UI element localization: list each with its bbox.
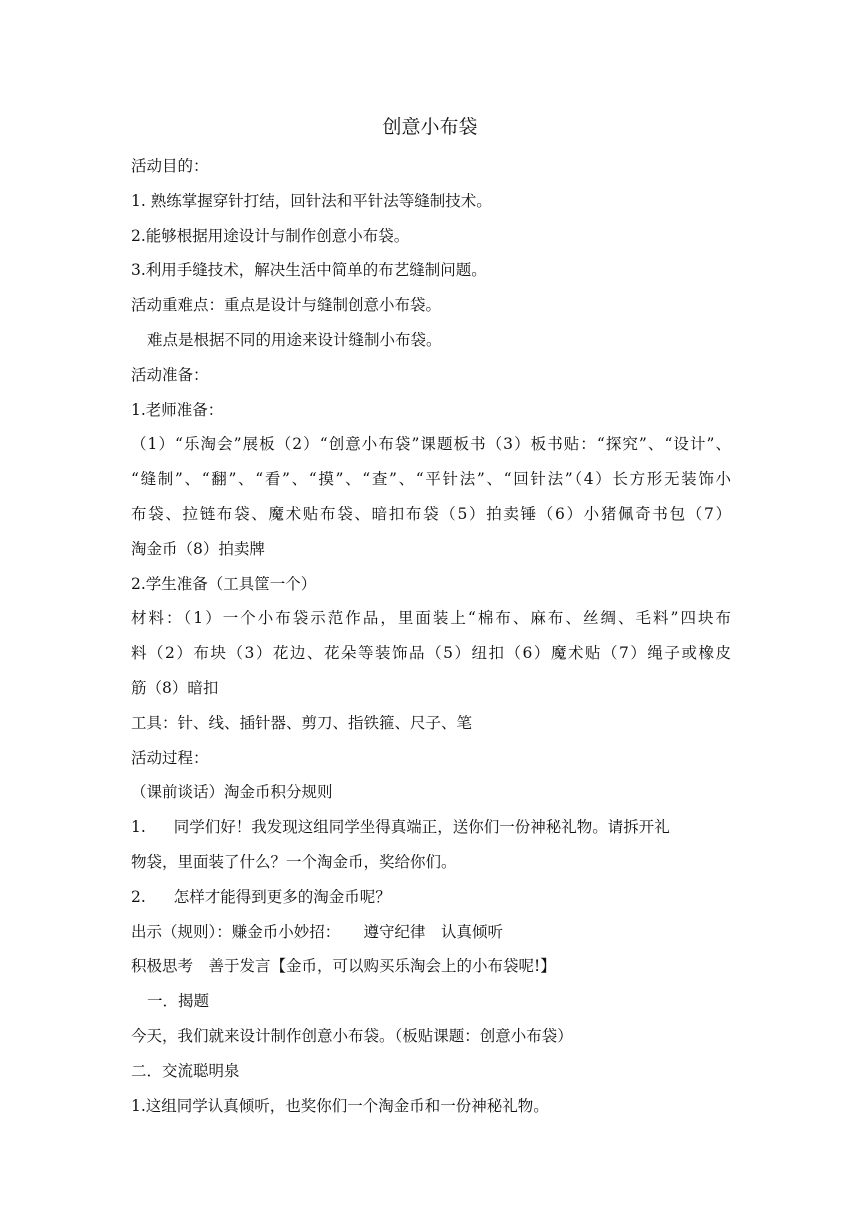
list-number: 1. bbox=[131, 818, 146, 837]
list-item-text: 同学们好！我发现这组同学坐得真端正，送你们一份神秘礼物。请拆开礼 bbox=[173, 818, 670, 837]
paragraph: （课前谈话）淘金币积分规则 bbox=[131, 783, 333, 802]
paragraph: 2.学生准备（工具筐一个） bbox=[131, 574, 317, 593]
document-title: 创意小布袋 bbox=[382, 116, 478, 138]
paragraph: 难点是根据不同的用途来设计缝制小布袋。 bbox=[147, 330, 442, 349]
paragraph: 材料：（1）一个小布袋示范作品，里面装上“棉布、麻布、丝绸、毛料”四块布 bbox=[131, 609, 731, 628]
paragraph: 活动过程： bbox=[131, 748, 209, 767]
paragraph: 1. 熟练掌握穿针打结，回针法和平针法等缝制技术。 bbox=[131, 191, 492, 210]
paragraph: 工具：针、线、插针器、剪刀、指铁箍、尺子、笔 bbox=[131, 713, 473, 732]
document-body bbox=[131, 149, 731, 1123]
paragraph: 活动目的： bbox=[131, 157, 209, 175]
paragraph: 今天，我们就来设计制作创意小布袋。（板贴课题：创意小布袋） bbox=[131, 1026, 573, 1045]
paragraph: 料（2）布块（3）花边、花朵等装饰品（5）纽扣（6）魔术贴（7）绳子或橡皮 bbox=[131, 644, 731, 663]
paragraph: 活动准备： bbox=[131, 365, 209, 384]
paragraph: 积极思考 善于发言【金币，可以购买乐淘会上的小布袋呢!】 bbox=[131, 957, 556, 976]
section-heading: 一．揭题 bbox=[147, 992, 210, 1011]
paragraph: 布袋、拉链布袋、魔术贴布袋、暗扣布袋（5）拍卖锤（6）小猪佩奇书包（7） bbox=[131, 504, 731, 523]
paragraph: 3.利用手缝技术，解决生活中简单的布艺缝制问题。 bbox=[131, 261, 487, 280]
paragraph: 物袋，里面装了什么？一个淘金币，奖给你们。 bbox=[131, 852, 457, 871]
paragraph: 1.这组同学认真倾听，也奖你们一个淘金币和一份神秘礼物。 bbox=[131, 1096, 549, 1115]
paragraph: 筋（8）暗扣 bbox=[131, 678, 219, 697]
section-heading: 二．交流聪明泉 bbox=[131, 1061, 240, 1080]
paragraph: 淘金币（8）拍卖牌 bbox=[131, 539, 265, 558]
list-item-text: 怎样才能得到更多的淘金币呢？ bbox=[173, 887, 391, 906]
paragraph: 活动重难点：重点是设计与缝制创意小布袋。 bbox=[131, 296, 442, 315]
paragraph: 1.老师准备： bbox=[131, 400, 224, 419]
paragraph: “缝制”、“翻”、“看”、“摸”、“查”、“平针法”、“回针法”（4）长方形无装饰小 bbox=[131, 470, 731, 489]
paragraph: （1）“乐淘会”展板（2）“创意小布袋”课题板书（3）板书贴：“探究”、“设计”、 bbox=[131, 435, 731, 454]
list-item bbox=[131, 810, 731, 845]
paragraph: 2.能够根据用途设计与制作创意小布袋。 bbox=[131, 226, 410, 245]
paragraph: 出示（规则）：赚金币小妙招： 遵守纪律 认真倾听 bbox=[131, 922, 504, 941]
list-number: 2. bbox=[131, 887, 146, 906]
list-item bbox=[131, 880, 731, 915]
